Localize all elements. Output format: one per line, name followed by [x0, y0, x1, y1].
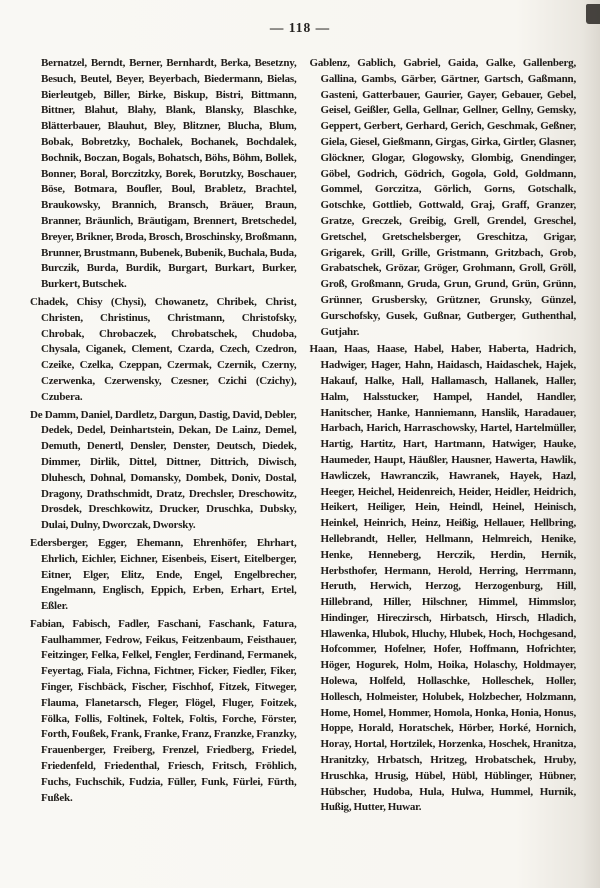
name-list-paragraph-g: Gablenz, Gablich, Gabriel, Gaida, Galke, Gallenberg, Gallina, Gambs, Gärber, Gärtner, Gartsch, Gaßmann, Gasteni, Gatterbauer, Gaurier, Gayer, Gebauer, Gebel, Geisel, Geißler, Gella, Gellnar, Gellner, Gellny, Gemsky, Geppert, Gerbert, Gerhard, Gerich, Geschmak, Geßner, Giela, Giesel, Gießmann, Girgas, Girka, Girtler, Glasner, Glöckner, Glogar, Glogowsky, Glombig, Gnendinger, Göbel, Godrich, Gödrich, Gogola, Gold, Goldmann, Gommel, Gorczitza, Görlich, Gorns, Gotschalk, Gotschke, Gottlieb, Gottwald, Graj, Graff, Granzer, Gratze, Greczek, Greibig, Grell, Grendel, Greschel, Gretschel, Gretschelsberger, Greschitza, Grigar, Grigarek, Grill, Grille, Gristmann, Gritzbach, Grob, Grabatschek, Grözar, Gröger, Grohmann, Groll, Gröll, Groß, Großmann, Gruda, Grun, Grund, Grün, Grünn, Grünner, Grusbersky, Grützner, Grunsky, Günzel, Gurschofsky, Gusek, Gußnar, Gutberger, Guthenthal, Gutjahr.	[309, 57, 576, 338]
two-column-text	[0, 56, 600, 818]
page-number: — 118 —	[269, 20, 331, 35]
right-column	[310, 56, 577, 818]
scan-edge-artifact	[586, 4, 600, 24]
name-list-paragraph-c: Chadek, Chisy (Chysi), Chowanetz, Chribek, Christ, Christen, Christinus, Christmann, Christofsky, Chrobak, Chrobaczek, Chrobatschek, Chudoba, Chysala, Ciganek, Clement, Czarda, Czech, Czedron, Czeike, Czelka, Czeppan, Czermak, Czernik, Czerny, Czerwenka, Czerwensky, Czesner, Czichi (Czichy), Czubera.	[30, 295, 297, 403]
left-column	[30, 56, 297, 818]
name-list-paragraph-e: Edersberger, Egger, Ehemann, Ehrenhöfer, Ehrhart, Ehrlich, Eichler, Eichner, Eisenbeis, Eisert, Eitelberger, Eitner, Elger, Elitz, Ende, Engel, Engelbrecher, Engelmann, Englisch, Eppich, Erben, Erhart, Ertel, Eßler.	[30, 536, 297, 613]
name-list-paragraph-f: Fabian, Fabisch, Fadler, Faschani, Faschank, Fatura, Faulhammer, Fedrow, Feikus, Feitzenbaum, Feisthauer, Feitzinger, Felka, Felkel, Fengler, Ferdinand, Fermanek, Feyertag, Fiala, Fichna, Fichtner, Ficker, Fiedler, Fiker, Finger, Fischbäck, Fischer, Fischhof, Fitzek, Fitweger, Flauma, Flanetarsch, Fleger, Flögel, Fluger, Foitzek, Fölka, Follis, Foltinek, Foltek, Foltis, Forche, Förster, Forth, Foußek, Frank, Franke, Franz, Franzke, Franzky, Frauenberger, Freiberg, Frenzel, Friedberg, Friedel, Friedenfeld, Friedenthal, Friesch, Fritsch, Fröhlich, Fuchs, Fuchschik, Fudzia, Füller, Funk, Fürlei, Fürth, Fußek.	[30, 617, 297, 804]
name-list-paragraph-d: De Damm, Daniel, Dardletz, Dargun, Dastig, David, Debler, Dedek, Dedel, Deinhartstein, Dekan, De Lainz, Demel, Demuth, Denertl, Densler, Denster, Deutsch, Diedek, Dimmer, Dirlik, Dittel, Dittner, Dittrich, Diwisch, Dluhesch, Dohnal, Domansky, Dombek, Doniv, Dostal, Dragony, Drathschmidt, Dratz, Drechsler, Dreschowitz, Drosdek, Dreschkowitz, Drucker, Druschka, Dubsky, Dulai, Dulny, Dworczak, Dworsky.	[30, 408, 297, 532]
name-list-paragraph-b: Bernatzel, Berndt, Berner, Bernhardt, Berka, Besetzny, Besuch, Beutel, Beyer, Beyerbach, Biedermann, Bielas, Bierleutgeb, Biller, Birke, Biskup, Bistri, Bittmann, Bittner, Blahut, Blahy, Blank, Blansky, Blaschke, Blätterbauer, Blauhut, Bley, Blitzner, Blucha, Blum, Bobak, Bobretzky, Bochalek, Bochanek, Bochdalek, Bochnik, Boczan, Bogals, Bohatsch, Böhs, Böhm, Bollek, Bonner, Boral, Borczitzky, Borek, Borutzky, Boschauer, Böse, Botmara, Boufler, Boul, Brabletz, Brachtel, Braukowsky, Brannich, Bransch, Bräuer, Braun, Branner, Bräunlich, Bräutigam, Brennert, Bretschedel, Breyer, Brikner, Broda, Brosch, Broschinsky, Broßmann, Brunner, Brustmann, Bubenek, Bubenik, Buchala, Buda, Burczik, Burda, Burdik, Burgart, Burkart, Burker, Burkert, Butschek.	[41, 57, 297, 291]
name-list-paragraph-h: Haan, Haas, Haase, Habel, Haber, Haberta, Hadrich, Hadwiger, Hager, Hahn, Haidasch, Haidaschek, Hajek, Hakauf, Halke, Hall, Hallamasch, Hallanek, Haller, Halm, Halsstucker, Hampel, Handel, Handler, Hanitscher, Hanke, Hanniemann, Hanslik, Haradauer, Harbach, Harich, Harraschowsky, Hartel, Hartelmüller, Hartig, Hartitz, Hart, Hartmann, Hatwiger, Hauke, Haumeder, Haupt, Häußler, Hausner, Hawerta, Hawlik, Hawliczek, Hawranczik, Hawranek, Hayek, Hazl, Heeger, Heichel, Heidenreich, Heider, Heidler, Heidrich, Heikert, Heiliger, Hein, Heindl, Heinel, Heinisch, Heinkel, Heinrich, Heinz, Heißig, Hellauer, Hellbring, Hellebrandt, Heller, Hellmann, Helmreich, Henike, Henke, Henneberg, Herczik, Herdin, Hernik, Herbsthofer, Hermann, Herold, Herring, Herrmann, Heruth, Herwich, Herzog, Herzogenburg, Hill, Hillebrand, Hiller, Hilschner, Himmel, Himmslor, Hindinger, Hireczirsch, Hirbatsch, Hirsch, Hladich, Hlawenka, Hlubok, Hluchy, Hlubek, Hoch, Hochgesand, Hofcommer, Hofelner, Hofer, Hoffmann, Hofrichter, Höger, Hogurek, Holm, Hoika, Holaschy, Holdmayer, Holewa, Holfeld, Hollaschke, Holleschek, Holler, Hollesch, Holmeister, Holubek, Holzbecher, Holzmann, Home, Homel, Hommer, Homola, Honka, Honia, Honus, Hoppe, Horald, Horatschek, Hörber, Horké, Hornich, Horay, Hortal, Hortzilek, Horzenka, Hoschek, Hranitza, Hranitzky, Hrbatsch, Hritzeg, Hrobatschek, Hruby, Hruschka, Hrusig, Hübel, Hübl, Hüblinger, Hübner, Hübscher, Hudoba, Hula, Hulwa, Hummel, Hurnik, Hußig, Hutter, Huwar.	[309, 343, 576, 814]
